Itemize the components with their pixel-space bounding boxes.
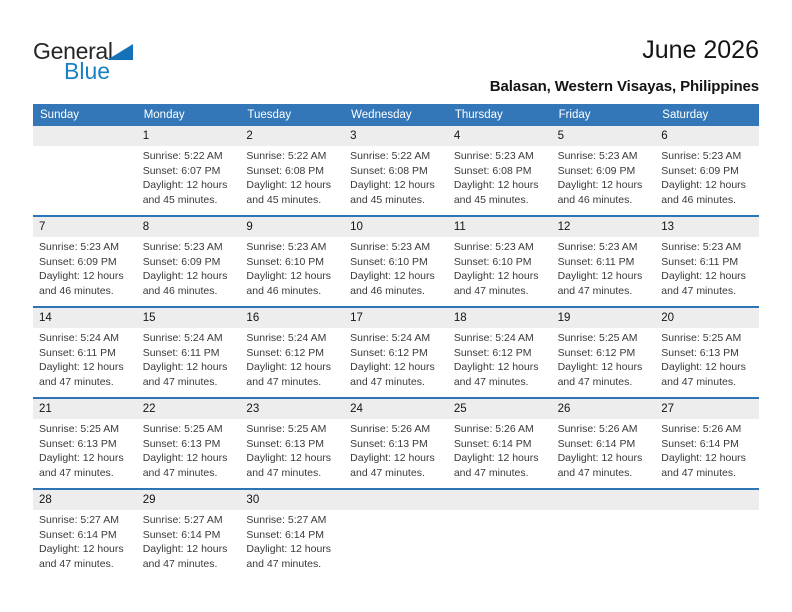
sunset-text: Sunset: 6:10 PM — [246, 255, 325, 268]
day-cell — [240, 146, 344, 215]
empty-day-number — [448, 490, 552, 510]
sunset-text: Sunset: 6:13 PM — [661, 346, 739, 359]
week-row — [33, 126, 759, 215]
daylight-text: Daylight: 12 hours — [142, 543, 228, 555]
sunrise-text: Sunrise: 5:23 AM — [557, 150, 638, 162]
day-number: 16 — [246, 312, 260, 324]
empty-day-number — [33, 126, 137, 146]
daylight-text: and 47 minutes. — [661, 284, 736, 297]
day-cell — [33, 328, 137, 397]
daylight-text: and 45 minutes. — [142, 193, 218, 206]
day-number: 12 — [557, 221, 571, 233]
sunrise-text: Sunrise: 5:26 AM — [557, 423, 638, 435]
empty-day-number — [344, 490, 448, 510]
day-cell — [655, 237, 759, 306]
location-subtitle: Balasan, Western Visayas, Philippines — [489, 78, 759, 95]
daylight-text: and 45 minutes. — [350, 193, 425, 206]
sunset-text: Sunset: 6:07 PM — [142, 164, 221, 177]
sunrise-text: Sunrise: 5:23 AM — [39, 241, 119, 253]
day-cell — [137, 510, 241, 579]
day-cell — [448, 237, 552, 306]
day-number: 5 — [557, 130, 564, 142]
day-number: 22 — [142, 403, 156, 415]
day-number: 9 — [246, 221, 253, 233]
day-number: 27 — [661, 403, 675, 415]
day-header-thursday: Thursday — [454, 109, 503, 121]
daylight-text: and 45 minutes. — [246, 193, 322, 206]
sunrise-text: Sunrise: 5:24 AM — [350, 332, 431, 344]
day-cell — [552, 237, 656, 306]
daylight-text: and 47 minutes. — [453, 466, 529, 479]
day-header-wednesday: Wednesday — [351, 109, 412, 121]
day-number: 10 — [350, 221, 363, 233]
sunrise-text: Sunrise: 5:23 AM — [661, 150, 742, 162]
day-cell — [344, 146, 448, 215]
day-number: 25 — [453, 403, 467, 415]
sunrise-text: Sunrise: 5:25 AM — [246, 423, 327, 435]
sunrise-text: Sunrise: 5:23 AM — [246, 241, 327, 253]
daylight-text: and 47 minutes. — [453, 284, 529, 297]
day-number: 1 — [142, 130, 150, 142]
daylight-text: Daylight: 12 hours — [246, 179, 332, 191]
daylight-text: and 47 minutes. — [246, 466, 322, 479]
sunrise-text: Sunrise: 5:23 AM — [661, 241, 742, 253]
daylight-text: and 47 minutes. — [350, 375, 425, 388]
day-number: 19 — [557, 312, 571, 324]
sunrise-text: Sunrise: 5:27 AM — [39, 514, 119, 526]
empty-day-cell — [448, 510, 552, 579]
daylight-text: and 47 minutes. — [142, 375, 218, 388]
sunrise-text: Sunrise: 5:25 AM — [557, 332, 638, 344]
sunrise-text: Sunrise: 5:26 AM — [453, 423, 534, 435]
sunset-text: Sunset: 6:14 PM — [453, 437, 532, 450]
day-cell — [240, 419, 344, 488]
daylight-text: Daylight: 12 hours — [661, 361, 746, 373]
day-number: 24 — [350, 403, 363, 415]
daylight-text: and 47 minutes. — [39, 557, 114, 570]
daylight-text: Daylight: 12 hours — [246, 543, 332, 555]
sunrise-text: Sunrise: 5:25 AM — [661, 332, 742, 344]
day-cell — [33, 237, 137, 306]
sunset-text: Sunset: 6:08 PM — [246, 164, 325, 177]
day-cell — [137, 328, 241, 397]
daylight-text: Daylight: 12 hours — [557, 452, 643, 464]
day-number: 3 — [350, 130, 357, 142]
empty-day-number — [552, 490, 656, 510]
day-number: 6 — [661, 130, 668, 142]
daylight-text: Daylight: 12 hours — [557, 179, 643, 191]
sunset-text: Sunset: 6:08 PM — [350, 164, 428, 177]
daylight-text: Daylight: 12 hours — [142, 179, 228, 191]
daylight-text: and 47 minutes. — [557, 284, 633, 297]
weeks — [33, 126, 759, 579]
day-cell — [448, 146, 552, 215]
day-number: 30 — [246, 494, 260, 506]
day-cell — [240, 237, 344, 306]
daylight-text: and 47 minutes. — [142, 466, 218, 479]
daylight-text: and 46 minutes. — [661, 193, 736, 206]
daylight-text: Daylight: 12 hours — [557, 270, 643, 282]
daylight-text: Daylight: 12 hours — [661, 452, 746, 464]
day-cell — [344, 237, 448, 306]
day-cell — [33, 419, 137, 488]
day-cell — [344, 419, 448, 488]
sunset-text: Sunset: 6:14 PM — [246, 528, 325, 541]
daylight-text: Daylight: 12 hours — [350, 361, 435, 373]
week-row — [33, 306, 759, 397]
daylight-text: and 47 minutes. — [557, 466, 633, 479]
daylight-text: Daylight: 12 hours — [350, 452, 435, 464]
daylight-text: Daylight: 12 hours — [246, 270, 332, 282]
sunset-text: Sunset: 6:14 PM — [39, 528, 117, 541]
day-cell — [137, 419, 241, 488]
day-cell — [655, 419, 759, 488]
day-number: 7 — [39, 221, 46, 233]
sunset-text: Sunset: 6:09 PM — [142, 255, 221, 268]
daylight-text: and 47 minutes. — [246, 557, 322, 570]
daylight-text: Daylight: 12 hours — [246, 452, 332, 464]
day-cell — [240, 328, 344, 397]
sunrise-text: Sunrise: 5:24 AM — [453, 332, 534, 344]
daylight-text: Daylight: 12 hours — [142, 452, 228, 464]
day-cell — [552, 146, 656, 215]
daylight-text: Daylight: 12 hours — [350, 270, 435, 282]
empty-day-cell — [552, 510, 656, 579]
week-row — [33, 215, 759, 306]
sunset-text: Sunset: 6:11 PM — [142, 346, 220, 359]
day-header-row — [33, 104, 759, 126]
daylight-text: Daylight: 12 hours — [246, 361, 332, 373]
daylight-text: Daylight: 12 hours — [453, 361, 539, 373]
day-number: 17 — [350, 312, 363, 324]
sunset-text: Sunset: 6:13 PM — [142, 437, 221, 450]
daylight-text: Daylight: 12 hours — [39, 361, 124, 373]
day-number: 18 — [453, 312, 467, 324]
sunset-text: Sunset: 6:12 PM — [246, 346, 325, 359]
sunrise-text: Sunrise: 5:22 AM — [142, 150, 223, 162]
sunrise-text: Sunrise: 5:25 AM — [142, 423, 223, 435]
day-number: 2 — [246, 130, 253, 142]
sunrise-text: Sunrise: 5:23 AM — [453, 150, 534, 162]
sunrise-text: Sunrise: 5:26 AM — [350, 423, 431, 435]
sunset-text: Sunset: 6:14 PM — [661, 437, 739, 450]
day-cell — [448, 328, 552, 397]
sunset-text: Sunset: 6:13 PM — [246, 437, 325, 450]
day-cell — [33, 510, 137, 579]
daylight-text: and 47 minutes. — [557, 375, 633, 388]
week-row — [33, 397, 759, 488]
sunset-text: Sunset: 6:13 PM — [350, 437, 428, 450]
daylight-text: and 46 minutes. — [39, 284, 114, 297]
day-number: 4 — [453, 130, 461, 142]
day-number: 21 — [39, 403, 52, 415]
daylight-text: Daylight: 12 hours — [453, 179, 539, 191]
daylight-text: and 47 minutes. — [246, 375, 322, 388]
sunset-text: Sunset: 6:11 PM — [661, 255, 739, 268]
daylight-text: Daylight: 12 hours — [350, 179, 435, 191]
day-number: 28 — [39, 494, 52, 506]
sunrise-text: Sunrise: 5:27 AM — [246, 514, 327, 526]
logo-text-general: General — [33, 38, 113, 64]
day-header-sunday: Sunday — [40, 109, 80, 121]
daylight-text: and 45 minutes. — [453, 193, 529, 206]
empty-day-number — [655, 490, 759, 510]
sunset-text: Sunset: 6:14 PM — [142, 528, 221, 541]
daylight-text: and 46 minutes. — [246, 284, 322, 297]
sunrise-text: Sunrise: 5:23 AM — [142, 241, 223, 253]
sunrise-text: Sunrise: 5:23 AM — [557, 241, 638, 253]
calendar-grid — [33, 104, 759, 579]
daylight-text: and 47 minutes. — [661, 466, 736, 479]
sunrise-text: Sunrise: 5:22 AM — [350, 150, 431, 162]
empty-day-cell — [33, 146, 137, 215]
sunset-text: Sunset: 6:11 PM — [39, 346, 116, 359]
day-number: 29 — [142, 494, 156, 506]
day-number: 14 — [39, 312, 52, 324]
empty-day-cell — [655, 510, 759, 579]
daylight-text: and 47 minutes. — [39, 375, 114, 388]
day-header-monday: Monday — [143, 109, 185, 121]
sunset-text: Sunset: 6:09 PM — [661, 164, 739, 177]
day-cell — [552, 419, 656, 488]
day-cell — [655, 146, 759, 215]
sunset-text: Sunset: 6:09 PM — [557, 164, 636, 177]
daylight-text: Daylight: 12 hours — [39, 543, 124, 555]
daylight-text: and 47 minutes. — [661, 375, 736, 388]
day-cell — [344, 328, 448, 397]
daylight-text: Daylight: 12 hours — [453, 270, 539, 282]
daylight-text: and 46 minutes. — [350, 284, 425, 297]
daylight-text: and 47 minutes. — [350, 466, 425, 479]
daylight-text: Daylight: 12 hours — [142, 361, 228, 373]
general-blue-logo — [33, 40, 153, 84]
daylight-text: Daylight: 12 hours — [39, 270, 124, 282]
day-cell — [552, 328, 656, 397]
daylight-text: and 47 minutes. — [453, 375, 529, 388]
sunset-text: Sunset: 6:10 PM — [453, 255, 532, 268]
day-header-tuesday: Tuesday — [247, 109, 292, 121]
sunset-text: Sunset: 6:12 PM — [557, 346, 636, 359]
empty-day-cell — [344, 510, 448, 579]
sunrise-text: Sunrise: 5:23 AM — [350, 241, 431, 253]
month-title: June 2026 — [642, 36, 759, 64]
day-cell — [137, 146, 241, 215]
day-number: 11 — [453, 221, 466, 233]
day-cell — [448, 419, 552, 488]
daylight-text: and 46 minutes. — [142, 284, 218, 297]
day-number: 20 — [661, 312, 675, 324]
sunset-text: Sunset: 6:10 PM — [350, 255, 428, 268]
sunset-text: Sunset: 6:11 PM — [557, 255, 635, 268]
sunrise-text: Sunrise: 5:27 AM — [142, 514, 223, 526]
sunset-text: Sunset: 6:12 PM — [350, 346, 428, 359]
sunset-text: Sunset: 6:12 PM — [453, 346, 532, 359]
sunrise-text: Sunrise: 5:24 AM — [246, 332, 327, 344]
sunrise-text: Sunrise: 5:26 AM — [661, 423, 742, 435]
sunrise-text: Sunrise: 5:23 AM — [453, 241, 534, 253]
daylight-text: Daylight: 12 hours — [39, 452, 124, 464]
sunset-text: Sunset: 6:14 PM — [557, 437, 636, 450]
sunrise-text: Sunrise: 5:24 AM — [39, 332, 119, 344]
daylight-text: and 47 minutes. — [39, 466, 114, 479]
day-number: 15 — [142, 312, 156, 324]
sunrise-text: Sunrise: 5:25 AM — [39, 423, 119, 435]
day-number: 8 — [142, 221, 150, 233]
day-cell — [137, 237, 241, 306]
day-header-friday: Friday — [558, 109, 591, 121]
daylight-text: and 46 minutes. — [557, 193, 633, 206]
day-number: 23 — [246, 403, 260, 415]
daylight-text: Daylight: 12 hours — [661, 179, 746, 191]
week-row — [33, 488, 759, 579]
sunrise-text: Sunrise: 5:24 AM — [142, 332, 223, 344]
daylight-text: Daylight: 12 hours — [453, 452, 539, 464]
logo-text-blue: Blue — [64, 58, 111, 84]
day-cell — [655, 328, 759, 397]
day-header-saturday: Saturday — [662, 109, 709, 121]
daylight-text: and 47 minutes. — [142, 557, 218, 570]
daylight-text: Daylight: 12 hours — [661, 270, 746, 282]
daylight-text: Daylight: 12 hours — [557, 361, 643, 373]
day-number: 26 — [557, 403, 571, 415]
daylight-text: Daylight: 12 hours — [142, 270, 228, 282]
sunset-text: Sunset: 6:08 PM — [453, 164, 532, 177]
sunset-text: Sunset: 6:09 PM — [39, 255, 117, 268]
day-number: 13 — [661, 221, 675, 233]
sunset-text: Sunset: 6:13 PM — [39, 437, 117, 450]
day-cell — [240, 510, 344, 579]
sunrise-text: Sunrise: 5:22 AM — [246, 150, 327, 162]
